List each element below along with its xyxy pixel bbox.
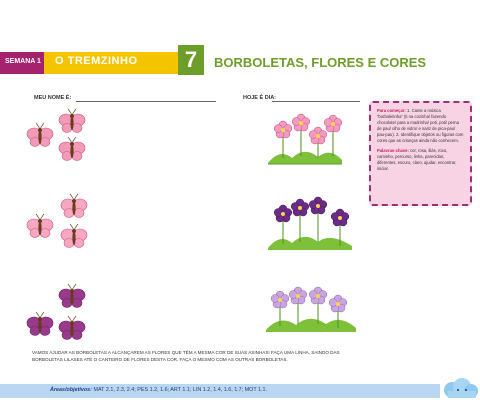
notes-keywords-text: cor, rosa, lilás, roxo, caminho, percurso, linha, parecidas, diferentes, escuro, claro, ajudar, encontrar, iniciar.: [377, 148, 457, 171]
flowerbed-lilac[interactable]: [266, 287, 356, 332]
butterfly-group-1[interactable]: [27, 109, 85, 161]
butterfly-icon: [27, 312, 53, 336]
notes-start-text: 1. Cante a música “borboletinha” (ti na cozinha/ fazendo chocolate/ para a madrinha/ poti, poti/ perna de pau/ olho de vidro/ e nariz de pica-pau/ pau-pau). 2. Identifique objetos ou figuras com cores que as crianças ainda não conhecem.: [377, 108, 464, 143]
footer-objectives: [50, 387, 267, 393]
notes-keywords: [377, 148, 464, 172]
butterfly-icon: [61, 224, 87, 248]
notes-start-lead: Para começar:: [377, 108, 406, 113]
butterfly-icon: [59, 109, 85, 133]
butterfly-icon: [27, 214, 53, 238]
butterfly-icon: [27, 123, 53, 147]
flowerbed-pink[interactable]: [268, 114, 342, 164]
activity-number: 7: [178, 45, 204, 75]
footer-label: Áreas/objetivos:: [50, 387, 92, 393]
butterfly-group-3[interactable]: [27, 284, 85, 340]
name-label: MEU NOME É:: [34, 95, 72, 101]
teacher-notes-box: [369, 101, 472, 206]
notes-keywords-lead: Palavras-chave:: [377, 148, 409, 153]
butterfly-icon: [61, 194, 87, 218]
activity-instruction: VAMOS AJUDAR AS BORBOLETAS A ALCANÇAREM AS FLORES QUE TÊM A MESMA COR DE SUAS ASINHAS! FAÇA UMA LINHA, SAINDO DAS BORBOLETAS LILASES ATÉ O CANTEIRO DE FLORES DESTA COR. FAÇA O MESMO COM AS OUTRAS BORBOLETAS.: [32, 350, 340, 362]
butterfly-icon: [59, 316, 85, 340]
footer-objectives-text: MAT 2.1, 2.3, 2.4; PES 1.2, 1.6; ART 1.1; LIN 1.2, 1.4, 1.6, 1.7; MOT 1.1.: [93, 387, 268, 393]
week-name: O TREMZINHO: [55, 55, 138, 67]
page-title: BORBOLETAS, FLORES E CORES: [214, 55, 427, 70]
butterfly-group-2[interactable]: [27, 194, 87, 248]
cloud-icon: [444, 378, 478, 398]
butterfly-icon: [59, 284, 85, 308]
notes-start: [377, 108, 464, 144]
week-label: SEMANA 1: [5, 58, 41, 65]
date-label: HOJE É DIA:: [243, 95, 277, 101]
flowerbed-purple[interactable]: [268, 197, 352, 250]
butterfly-icon: [59, 137, 85, 161]
